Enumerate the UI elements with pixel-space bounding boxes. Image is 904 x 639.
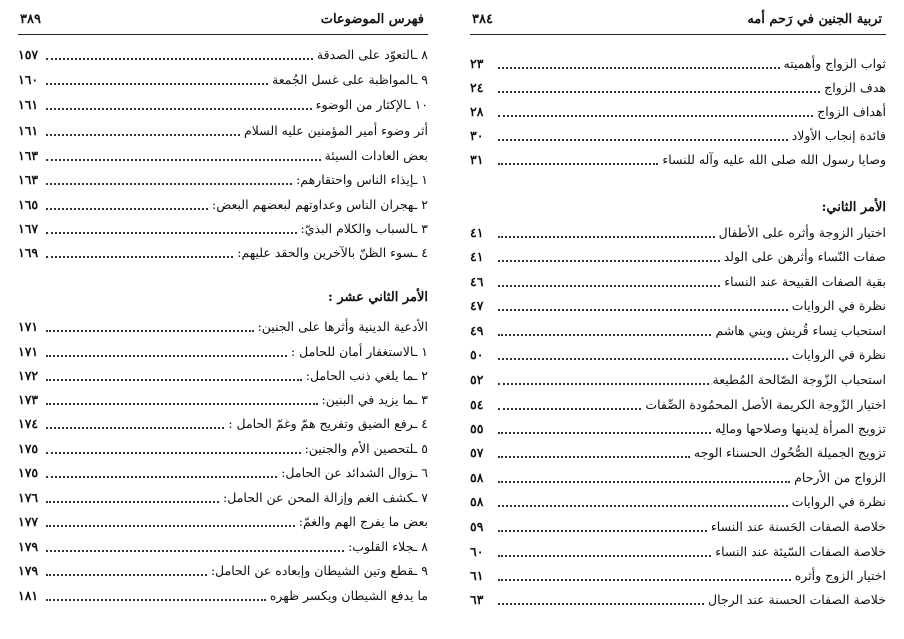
leader-dots: [46, 599, 266, 601]
toc-entry-text: ١ ـإيذاء الناس واحتقارهم:: [296, 172, 428, 187]
toc-entry-page: ٥٢: [470, 372, 484, 387]
toc-entry-text: ٨ ـالتعوّد على الصدقة: [316, 47, 428, 62]
leader-dots: [498, 456, 690, 458]
toc-entry-page: ١٧٣: [18, 392, 39, 407]
toc-entry: [18, 386, 428, 408]
toc-entry-page: ٤١: [470, 249, 484, 264]
toc-entry-text: ٣ ـالسباب والكلام البذيّ:: [300, 221, 428, 236]
leader-dots: [498, 530, 707, 532]
leader-dots: [498, 115, 813, 117]
leader-dots: [46, 574, 207, 576]
toc-entry-page: ١٧١: [18, 344, 39, 359]
toc-entry-page: ٤٦: [470, 274, 484, 289]
toc-entry: [470, 268, 886, 290]
toc-entry-text: ١٠ ـالإكثار من الوضوء: [315, 97, 428, 112]
toc-entry-text: خلاصة الصفات الحَسنة عند النساء: [710, 519, 886, 534]
toc-entry: [18, 66, 428, 88]
toc-entry-page: ١٦١: [18, 97, 39, 112]
toc-entry-text: اختيار الزوج وأثره: [794, 568, 886, 583]
toc-entry-text: ٤ ـرفع الضيق وتفريج همّ وغمّ الحامل :: [228, 416, 428, 431]
toc-entry-page: ٦١: [470, 568, 484, 583]
toc-entry-text: ٥ ـلتحصين الأم والجنين:: [304, 441, 428, 456]
toc-entry-text: ثواب الزواج وأهميته: [783, 56, 886, 71]
toc-entry-text: ٩ ـالمواظبة على غسل الجُمعة: [272, 72, 428, 87]
toc-entry-page: ١٧٩: [18, 539, 39, 554]
toc-entry-text: هدف الزواج: [824, 80, 886, 95]
toc-entry-page: ٤٧: [470, 298, 484, 313]
toc-entry: [470, 562, 886, 584]
toc-entry: [18, 362, 428, 384]
leader-dots: [498, 505, 788, 507]
toc-entry-text: نظرة في الروايات: [791, 494, 886, 509]
toc-entry: [470, 464, 886, 486]
toc-entry-text: فائدة إنجاب الأولاد: [791, 128, 886, 143]
toc-entry-page: ٥٠: [470, 347, 484, 362]
right-header-title: تربية الجنين في رَحم أمه: [747, 12, 882, 27]
toc-entry-text: ٩ ـقطع وتين الشيطان وإبعاده عن الحامل:: [210, 563, 428, 578]
toc-entry: [18, 338, 428, 360]
toc-entry-text: الزواج من الأرحام: [794, 470, 886, 485]
toc-entry: [470, 391, 886, 413]
leader-dots: [46, 183, 292, 185]
right-page: [470, 0, 886, 639]
leader-dots: [498, 260, 720, 262]
toc-entry-text: ١ ـالاستغفار أمان للحامل :: [290, 344, 428, 359]
toc-entry-page: ١٧٦: [18, 490, 39, 505]
toc-entry: [18, 91, 428, 113]
toc-entry-text: نظرة في الروايات: [791, 298, 886, 313]
toc-entry-text: ٧ ـكشف الغم وإزالة المحن عن الحامل:: [223, 490, 428, 505]
toc-entry-page: ١٧٤: [18, 416, 39, 431]
toc-entry-page: ٢٨: [470, 104, 484, 119]
toc-entry: [470, 439, 886, 461]
toc-entry: [18, 41, 428, 63]
toc-entry-page: ١٦١: [18, 123, 39, 138]
leader-dots: [46, 379, 302, 381]
toc-entry-text: استحباب الزّوجة الصّالحة المُطيعة: [712, 372, 886, 387]
leader-dots: [46, 159, 321, 161]
toc-entry: [18, 313, 428, 335]
toc-entry-text: ٨ ـجلاء القلوب:: [348, 539, 428, 554]
leader-dots: [46, 232, 297, 234]
toc-entry-page: ١٦٧: [18, 221, 39, 236]
toc-entry-page: ١٨١: [18, 588, 39, 603]
toc-entry: [18, 582, 428, 604]
toc-entry-text: ما يدفع الشيطان ويكسر ظهره: [269, 588, 428, 603]
toc-entry-text: تزويج الجميلة الصُّحُوك الحسناء الوجه: [693, 445, 886, 460]
toc-entry: [18, 508, 428, 530]
toc-entry-text: تزويج المرأة لِدينها وصلاحها ومالِه: [715, 421, 886, 436]
toc-entry: [470, 317, 886, 339]
toc-entry-text: وصايا رسول الله صلى الله عليه وآله للنساء: [662, 152, 886, 167]
toc-entry-text: خلاصة الصفات الحسنة عند الرجال: [708, 592, 886, 607]
toc-entry: [470, 122, 886, 144]
leader-dots: [498, 432, 711, 434]
leader-dots: [498, 334, 711, 336]
leader-dots: [498, 309, 788, 311]
toc-entry: [470, 538, 886, 560]
toc-entry-page: ٦٣: [470, 592, 484, 607]
section-heading: الأمر الثاني عشر :: [328, 290, 428, 305]
toc-entry-page: ٢٤: [470, 80, 484, 95]
toc-entry: [18, 117, 428, 139]
toc-entry-text: استحباب نِساء قُريش وبني هاشم: [715, 323, 886, 338]
toc-entry-page: ٥٨: [470, 470, 484, 485]
leader-dots: [46, 134, 240, 136]
toc-entry: [470, 50, 886, 72]
toc-entry: [470, 243, 886, 265]
left-page-number: ٣٨٩: [20, 12, 41, 27]
left-page-header: [18, 10, 428, 35]
toc-entry-page: ٤١: [470, 225, 484, 240]
leader-dots: [46, 83, 268, 85]
toc-entry-page: ١٦٠: [18, 72, 39, 87]
toc-entry: [18, 410, 428, 432]
leader-dots: [46, 330, 254, 332]
toc-entry: [470, 219, 886, 241]
right-page-header: [470, 10, 886, 35]
leader-dots: [46, 256, 233, 258]
leader-dots: [46, 525, 295, 527]
toc-entry-page: ٦٠: [470, 544, 484, 559]
toc-entry-text: أهداف الزواج: [817, 104, 886, 119]
toc-entry-text: اختيار الزّوجة الكريمة الأصل المحمُودة الصِّفات: [645, 397, 886, 412]
toc-entry-text: ٢ ـهجران الناس وعداوتهم لبعضهم البعض:: [211, 197, 428, 212]
toc-entry: [18, 557, 428, 579]
leader-dots: [46, 501, 219, 503]
toc-entry-page: ١٦٥: [18, 197, 39, 212]
leader-dots: [46, 550, 344, 552]
toc-entry-page: ٤٩: [470, 323, 484, 338]
leader-dots: [46, 355, 287, 357]
toc-entry: [470, 98, 886, 120]
toc-entry-page: ٥٧: [470, 445, 484, 460]
toc-entry-text: بعض ما يفرج الهم والغمّ:: [298, 514, 428, 529]
leader-dots: [498, 383, 709, 385]
toc-entry-page: ٥٤: [470, 397, 484, 412]
toc-entry: [470, 341, 886, 363]
toc-entry-text: صفات النّساء وأثرهن على الولد: [723, 249, 886, 264]
toc-entry-page: ١٧١: [18, 319, 39, 334]
toc-entry-page: ٥٥: [470, 421, 484, 436]
left-page: [18, 0, 428, 639]
toc-entry-text: بعض العادات السيئة: [324, 148, 428, 163]
leader-dots: [498, 91, 820, 93]
toc-entry: [18, 191, 428, 213]
toc-entry-page: ١٦٣: [18, 172, 39, 187]
toc-entry: [470, 366, 886, 388]
toc-entry: [470, 74, 886, 96]
toc-entry-text: أثر وضوء أمير المؤمنين عليه السلام: [244, 123, 428, 138]
toc-entry-page: ١٦٣: [18, 148, 39, 163]
toc-entry-text: ٢ ـما يلغي ذنب الحامل:: [305, 368, 428, 383]
toc-entry: [18, 239, 428, 261]
toc-entry: [470, 415, 886, 437]
toc-entry-page: ٣١: [470, 152, 484, 167]
toc-entry: [18, 533, 428, 555]
toc-entry-page: ١٧٢: [18, 368, 39, 383]
leader-dots: [498, 67, 780, 69]
toc-entry-text: خلاصة الصفات السّيئة عند النساء: [715, 544, 886, 559]
toc-entry-page: ١٦٩: [18, 245, 39, 260]
leader-dots: [498, 481, 790, 483]
leader-dots: [46, 427, 224, 429]
toc-entry: [18, 215, 428, 237]
leader-dots: [46, 403, 318, 405]
toc-entry-text: الأدعية الدينية وأثرها على الجنين:: [257, 319, 428, 334]
toc-entry-text: ٣ ـما يزيد في البنين:: [321, 392, 428, 407]
leader-dots: [498, 603, 704, 605]
leader-dots: [498, 163, 658, 165]
right-page-number: ٣٨٤: [472, 12, 493, 27]
leader-dots: [46, 58, 313, 60]
toc-entry: [18, 166, 428, 188]
toc-entry-page: ٥٨: [470, 494, 484, 509]
toc-entry-text: نظرة في الروايات: [791, 347, 886, 362]
toc-entry: [18, 435, 428, 457]
toc-entry: [18, 142, 428, 164]
toc-entry: [470, 513, 886, 535]
toc-entry: [470, 146, 886, 168]
leader-dots: [498, 579, 791, 581]
leader-dots: [498, 236, 715, 238]
toc-entry: [470, 292, 886, 314]
toc-entry-page: ١٧٩: [18, 563, 39, 578]
toc-entry-text: ٤ ـسوء الظنّ بالآخرين والحقد عليهم:: [237, 245, 428, 260]
toc-entry-page: ٢٣: [470, 56, 484, 71]
toc-entry-page: ١٧٥: [18, 465, 39, 480]
toc-entry: [470, 488, 886, 510]
toc-entry-page: ١٥٧: [18, 47, 39, 62]
leader-dots: [498, 408, 641, 410]
leader-dots: [498, 285, 720, 287]
leader-dots: [46, 452, 301, 454]
leader-dots: [498, 139, 788, 141]
leader-dots: [46, 108, 312, 110]
left-header-title: فهرس الموضوعات: [320, 12, 424, 27]
toc-entry-text: اختيار الزوجة وأثره على الأطفال: [718, 225, 886, 240]
leader-dots: [498, 555, 711, 557]
toc-entry-text: بقية الصفات القبيحة عند النساء: [724, 274, 886, 289]
toc-entry-text: ٦ ـزوال الشدائد عن الحامل:: [281, 465, 428, 480]
toc-entry: [470, 586, 886, 608]
toc-entry: [18, 484, 428, 506]
leader-dots: [498, 358, 788, 360]
toc-entry-page: ٣٠: [470, 128, 484, 143]
toc-entry: [18, 459, 428, 481]
toc-entry-page: ١٧٥: [18, 441, 39, 456]
leader-dots: [46, 208, 208, 210]
section-heading: الأمر الثاني:: [821, 200, 886, 215]
toc-entry-page: ٥٩: [470, 519, 484, 534]
toc-entry-page: ١٧٧: [18, 514, 39, 529]
leader-dots: [46, 476, 277, 478]
